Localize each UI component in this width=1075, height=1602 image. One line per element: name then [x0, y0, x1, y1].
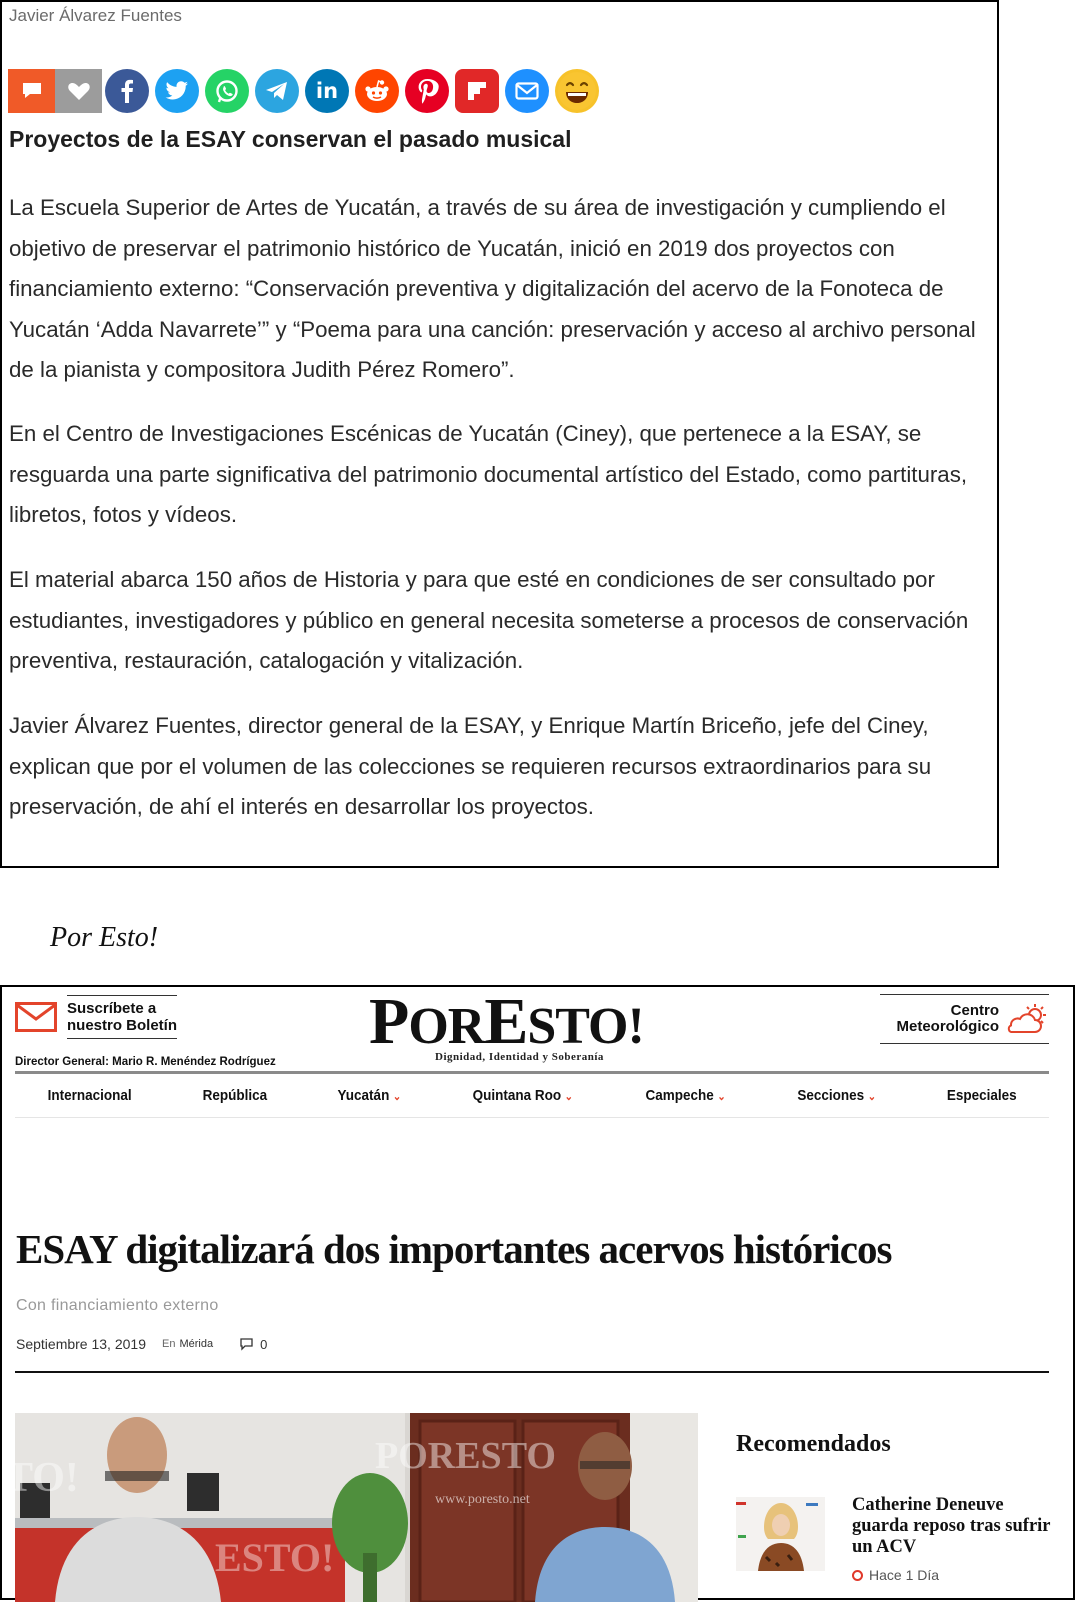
speech-bubble-icon: [239, 1338, 254, 1350]
chevron-down-icon: ⌄: [717, 1090, 726, 1103]
linkedin-icon[interactable]: in: [305, 69, 349, 113]
comment-like-pill: [8, 69, 102, 113]
weather-center-link[interactable]: [880, 994, 1049, 1044]
telegram-icon[interactable]: [255, 69, 299, 113]
nav-quintana-roo[interactable]: Quintana Roo ⌄: [472, 1086, 574, 1104]
nav-yucatan[interactable]: Yucatán ⌄: [337, 1086, 401, 1104]
nav-republica[interactable]: República: [202, 1086, 268, 1104]
newsletter-subscribe[interactable]: [15, 995, 177, 1039]
emoji-icon[interactable]: [555, 69, 599, 113]
location-link[interactable]: Mérida: [179, 1338, 214, 1350]
svg-text:PORESTO: PORESTO: [375, 1435, 556, 1477]
heart-icon[interactable]: [55, 69, 102, 113]
article-date: Septiembre 13, 2019: [16, 1336, 146, 1352]
flipboard-icon[interactable]: [455, 69, 499, 113]
recommended-heading: Recomendados: [736, 1431, 891, 1457]
article-headline: Proyectos de la ESAY conservan el pasado musical: [9, 126, 572, 152]
article-photo: [5, 1413, 698, 1602]
main-nav: [15, 1073, 1049, 1118]
nav-secciones[interactable]: Secciones ⌄: [797, 1086, 877, 1104]
recommended-thumbnail[interactable]: [736, 1497, 825, 1571]
nav-campeche[interactable]: Campeche ⌄: [645, 1086, 726, 1104]
poresto-page-screenshot: [0, 985, 1075, 1600]
location-prefix: En: [161, 1338, 176, 1350]
weather-label: Centro Meteorológico: [896, 1002, 999, 1035]
page-title: ESAY digitalizará dos importantes acervos históricos: [16, 1226, 892, 1272]
svg-text:www.poresto.net: www.poresto.net: [435, 1492, 530, 1507]
email-icon[interactable]: [505, 69, 549, 113]
pinterest-icon[interactable]: [405, 69, 449, 113]
envelope-icon: [15, 1002, 57, 1032]
chevron-down-icon: ⌄: [564, 1090, 574, 1103]
whatsapp-icon[interactable]: [205, 69, 249, 113]
chevron-down-icon: ⌄: [392, 1090, 401, 1103]
paragraph-3: El material abarca 150 años de Historia y para que esté en condiciones de ser consultado por estudiantes, investigadores y público en general necesita someterse a procesos de conservación preventiva, restauración, catalogación y vitalización.: [9, 567, 969, 673]
poresto-logo[interactable]: PORESTO!: [369, 985, 644, 1058]
logo-tagline: Dignidad, Identidad y Soberanía: [435, 1051, 604, 1063]
svg-text:ESTO!: ESTO!: [215, 1535, 335, 1580]
newsletter-label: Suscríbete a nuestro Boletín: [67, 995, 177, 1039]
cloud-sun-icon: [1005, 1002, 1049, 1036]
director-general: Director General: Mario R. Menéndez Rodríguez: [15, 1056, 276, 1068]
comment-count[interactable]: 0: [239, 1337, 267, 1352]
source-caption: Por Esto!: [50, 922, 159, 953]
article-meta: [16, 1336, 267, 1352]
share-bar: [8, 68, 605, 114]
title-divider: [15, 1371, 1049, 1373]
nav-especiales[interactable]: Especiales: [947, 1086, 1018, 1104]
chevron-down-icon: ⌄: [867, 1090, 877, 1103]
paragraph-1: La Escuela Superior de Artes de Yucatán, a través de su área de investigación y cumpliendo el objetivo de preservar el patrimonio histórico de Yucatán, inició en 2019 dos proyectos con financiamiento externo: “Conservación preventiva y digitalización del acervo de la Fonoteca de Yucatán ‘Adda Navarrete’” y “Poema para una canción: preservación y acceso al archivo personal de la pianista y compositora Judith Pérez Romero”.: [9, 195, 976, 382]
author-name: Javier Álvarez Fuentes: [9, 6, 182, 25]
clock-icon: [852, 1570, 863, 1581]
recommended-headline[interactable]: Catherine Deneuve guarda reposo tras sufrir un ACV: [852, 1495, 1051, 1557]
comment-icon[interactable]: [8, 69, 55, 113]
paragraph-2: En el Centro de Investigaciones Escénicas de Yucatán (Ciney), que pertenece a la ESAY, se resguarda una parte significativa del patrimonio documental artístico del Estado, como partituras, libretos, fotos y vídeos.: [9, 421, 968, 527]
article-subtitle: Con financiamiento externo: [16, 1297, 219, 1314]
nav-internacional[interactable]: Internacional: [47, 1086, 132, 1104]
facebook-icon[interactable]: [105, 69, 149, 113]
recommended-time: Hace 1 Día: [852, 1567, 939, 1583]
paragraph-4: Javier Álvarez Fuentes, director general de la ESAY, y Enrique Martín Briceño, jefe del Ciney, explican que por el volumen de las colecciones se requieren recursos extraordinarios para su preservación, de ahí el interés en desarrollar los proyectos.: [9, 713, 932, 819]
twitter-icon[interactable]: [155, 69, 199, 113]
svg-text:TO!: TO!: [5, 1455, 79, 1501]
reddit-icon[interactable]: [355, 69, 399, 113]
